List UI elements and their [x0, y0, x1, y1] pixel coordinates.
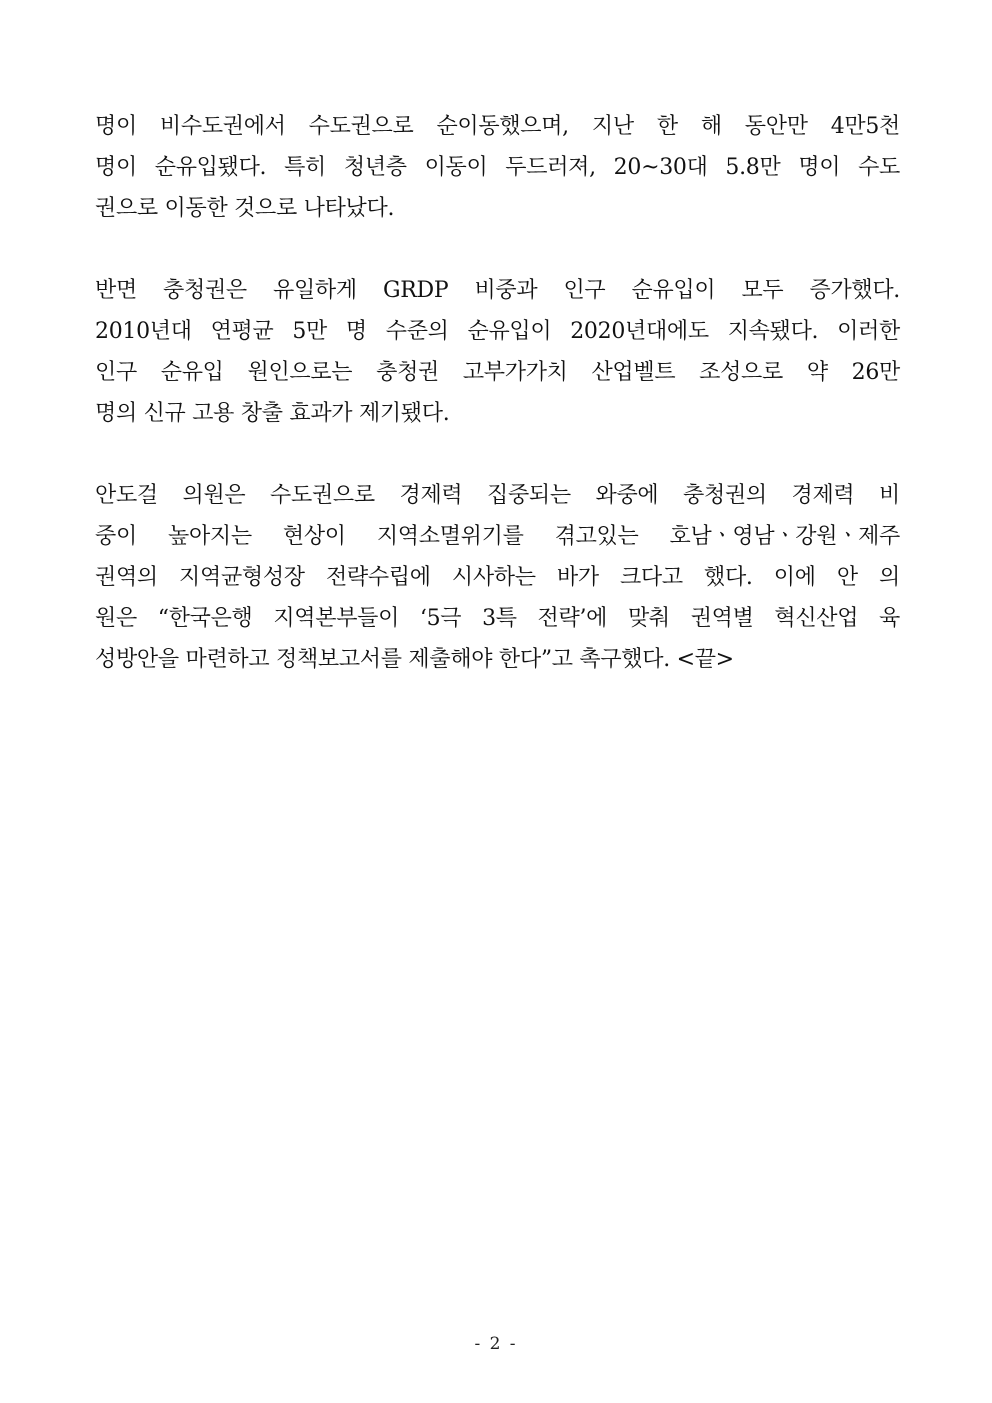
text-line: 2010년대 연평균 5만 명 수준의 순유입이 2020년대에도 지속됐다. 이러한: [95, 319, 900, 344]
text-line: 명이 순유입됐다. 특히 청년층 이동이 두드러져, 20~30대 5.8만 명이 수도: [95, 155, 900, 180]
text-line: 안도걸 의원은 수도권으로 경제력 집중되는 와중에 충청권의 경제력 비: [95, 483, 900, 508]
text-line: 중이 높아지는 현상이 지역소멸위기를 겪고있는 호남ㆍ영남ㆍ강원ㆍ제주: [95, 524, 900, 549]
text-line: 권역의 지역균형성장 전략수립에 시사하는 바가 크다고 했다. 이에 안 의: [95, 565, 900, 590]
text-line: 명이 비수도권에서 수도권으로 순이동했으며, 지난 한 해 동안만 4만5천: [95, 114, 900, 139]
text-line: 명의 신규 고용 창출 효과가 제기됐다.: [95, 401, 450, 426]
page-number: - 2 -: [474, 1334, 518, 1354]
paragraph-lawmaker-statement: [95, 475, 900, 680]
text-line: 반면 충청권은 유일하게 GRDP 비중과 인구 순유입이 모두 증가했다.: [95, 278, 900, 303]
paragraph-chungcheong: [95, 270, 900, 434]
text-line: 원은 “한국은행 지역본부들이 ‘5극 3특 전략’에 맞춰 권역별 혁신산업 육: [95, 606, 900, 631]
text-line: 권으로 이동한 것으로 나타났다.: [95, 196, 395, 221]
text-line: 성방안을 마련하고 정책보고서를 제출해야 한다”고 촉구했다. <끝>: [95, 647, 734, 672]
paragraph-migration: [95, 106, 900, 229]
text-line: 인구 순유입 원인으로는 충청권 고부가가치 산업벨트 조성으로 약 26만: [95, 360, 900, 385]
body-text: [95, 106, 900, 721]
